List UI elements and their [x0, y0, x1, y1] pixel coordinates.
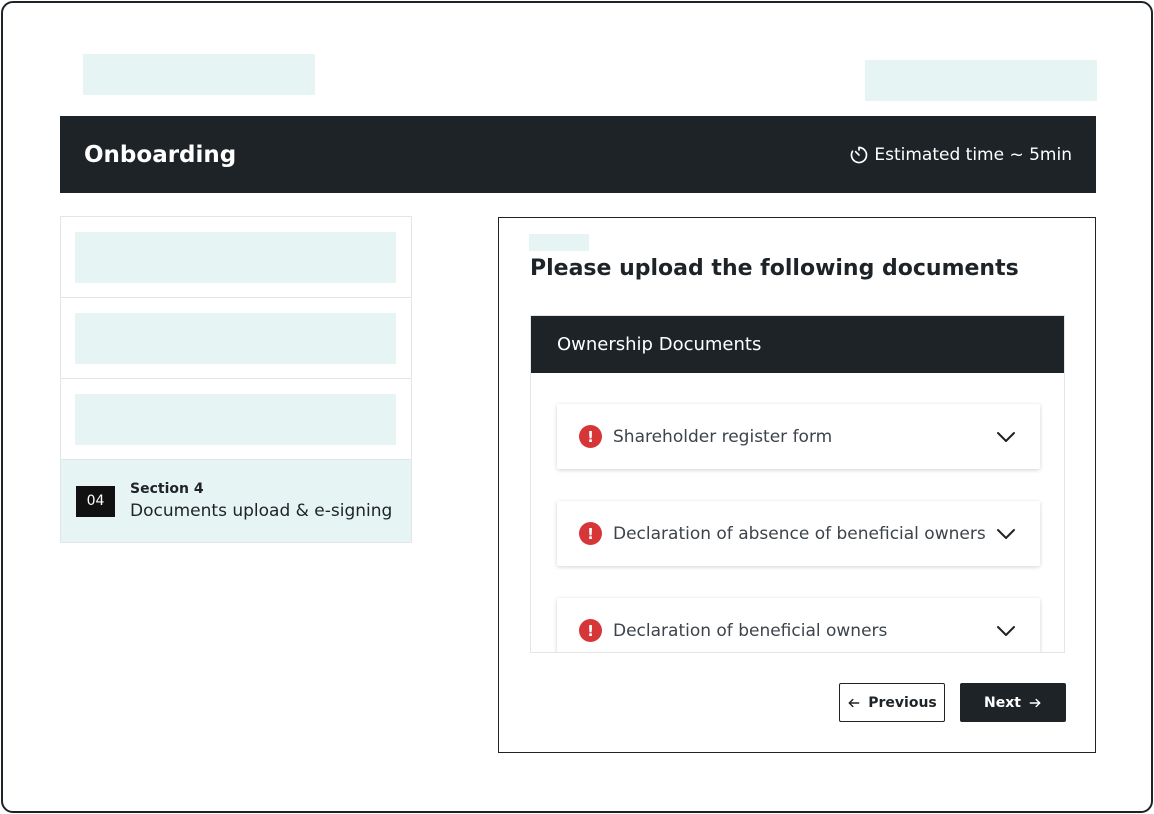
onboarding-header	[60, 116, 1096, 193]
sidebar-item-section-4[interactable]	[61, 460, 411, 542]
next-label: Next	[984, 694, 1021, 711]
warning-icon: !	[579, 619, 602, 642]
arrow-right-icon	[1028, 696, 1042, 710]
logo-placeholder	[83, 54, 315, 95]
warning-icon: !	[579, 522, 602, 545]
section-placeholder	[75, 394, 396, 445]
page-title: Onboarding	[84, 141, 237, 168]
sidebar-item-section-3[interactable]	[61, 379, 411, 460]
estimated-time-label: Estimated time ~ 5min	[874, 144, 1072, 165]
arrow-left-icon	[847, 696, 861, 710]
top-right-placeholder	[865, 60, 1097, 101]
document-label: Declaration of beneficial owners	[613, 620, 888, 641]
next-button[interactable]	[960, 683, 1066, 722]
sections-sidebar	[60, 216, 412, 543]
document-label: Shareholder register form	[613, 426, 833, 447]
document-item-absence-beneficial-owners[interactable]	[557, 501, 1040, 566]
upload-panel	[498, 217, 1096, 753]
sidebar-item-section-1[interactable]	[61, 217, 411, 298]
section-number-badge: 04	[76, 486, 115, 517]
section-label: Section 4	[130, 481, 204, 497]
step-placeholder	[529, 234, 589, 251]
estimated-time	[849, 145, 1072, 165]
document-item-shareholder-register[interactable]	[557, 404, 1040, 469]
document-item-beneficial-owners[interactable]	[557, 598, 1040, 653]
chevron-down-icon[interactable]	[994, 522, 1018, 546]
section-title: Documents upload & e-signing	[130, 501, 393, 521]
warning-icon: !	[579, 425, 602, 448]
section-placeholder	[75, 313, 396, 364]
document-label: Declaration of absence of beneficial owners	[613, 523, 986, 544]
ownership-documents-card	[530, 315, 1065, 653]
timer-icon	[849, 145, 869, 165]
chevron-down-icon[interactable]	[994, 425, 1018, 449]
sidebar-item-section-2[interactable]	[61, 298, 411, 379]
ownership-documents-title: Ownership Documents	[531, 316, 1064, 373]
section-placeholder	[75, 232, 396, 283]
previous-button[interactable]	[839, 683, 945, 722]
previous-label: Previous	[868, 694, 937, 711]
upload-heading: Please upload the following documents	[530, 256, 1019, 281]
chevron-down-icon[interactable]	[994, 619, 1018, 643]
app-frame	[1, 1, 1153, 813]
